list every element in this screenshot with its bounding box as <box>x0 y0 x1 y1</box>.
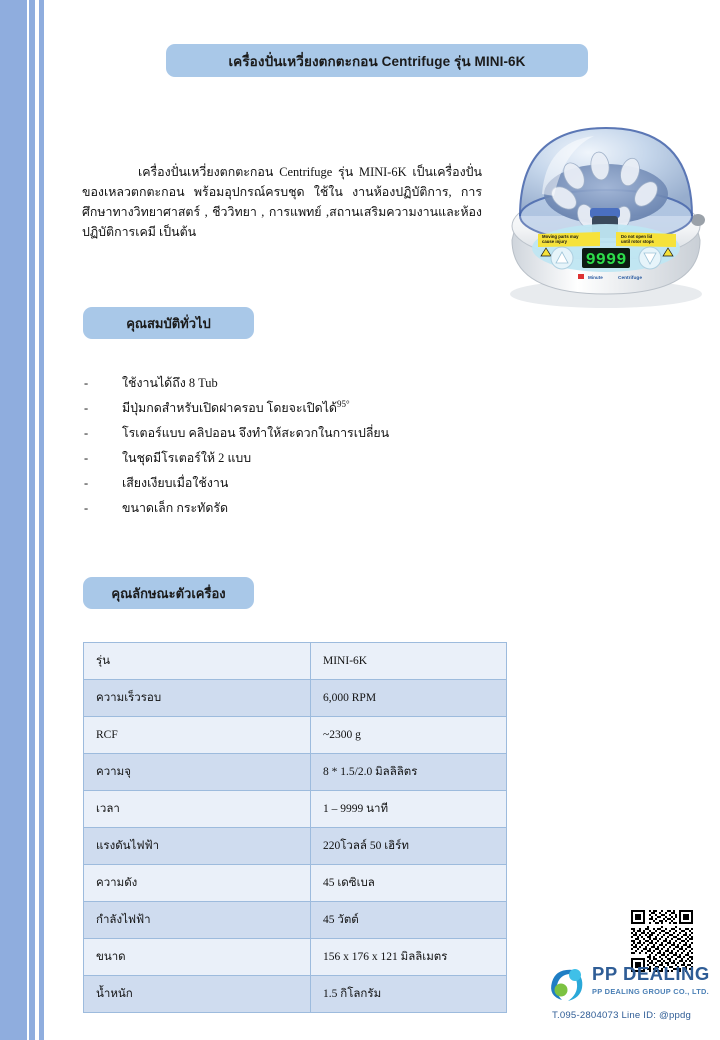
spec-key: น้ำหนัก <box>84 976 311 1013</box>
spec-value: MINI-6K <box>311 643 507 680</box>
spec-key: เวลา <box>84 791 311 828</box>
warning-left-line1: Moving parts may <box>542 234 579 239</box>
panel-label-centrifuge: Centrifuge <box>618 276 642 281</box>
table-row <box>84 828 507 865</box>
list-item <box>84 474 504 499</box>
list-item <box>84 399 504 424</box>
list-item <box>84 424 504 449</box>
list-item-label: เสียงเงียบเมื่อใช้งาน <box>122 476 229 490</box>
spec-value: ~2300 g <box>311 717 507 754</box>
list-item-label <box>122 399 504 418</box>
list-item-text: มีปุ่มกดสำหรับเปิดฝาครอบ โดยจะเปิดได้ <box>122 401 337 416</box>
company-legal-name: PP DEALING GROUP CO., LTD. <box>592 986 710 996</box>
spec-key: แรงดันไฟฟ้า <box>84 828 311 865</box>
product-photo-centrifuge <box>490 98 720 316</box>
table-row <box>84 976 507 1013</box>
table-row <box>84 754 507 791</box>
company-name: PP DEALING <box>592 963 710 984</box>
spec-key: ความดัง <box>84 865 311 902</box>
table-row <box>84 791 507 828</box>
bullet-marker: - <box>84 376 89 390</box>
warning-right-line2: until rotor stops <box>621 239 654 244</box>
general-features-list <box>84 374 504 524</box>
bullet-marker: - <box>84 451 89 465</box>
table-row <box>84 717 507 754</box>
spec-value: 45 เดซิเบล <box>311 865 507 902</box>
logo-mark-icon <box>544 962 588 1006</box>
bullet-marker: - <box>84 476 89 490</box>
bullet-marker: - <box>84 401 89 416</box>
logo-text-block <box>592 965 720 996</box>
list-item-label: ในชุดมีโรเตอร์ให้ 2 แบบ <box>122 451 252 465</box>
led-display-value: 9999 <box>585 251 627 270</box>
spec-value: 1.5 กิโลกรัม <box>311 976 507 1013</box>
spec-value: 8 * 1.5/2.0 มิลลิลิตร <box>311 754 507 791</box>
spec-value: 6,000 RPM <box>311 680 507 717</box>
warning-left-line2: cause injury <box>542 239 568 244</box>
spec-key: ความจุ <box>84 754 311 791</box>
table-row <box>84 865 507 902</box>
left-border-band-medium <box>29 0 35 1040</box>
spec-value: 45 วัตต์ <box>311 902 507 939</box>
spec-key: ความเร็วรอบ <box>84 680 311 717</box>
document-page <box>44 0 720 1040</box>
spec-value: 1 – 9999 นาที <box>311 791 507 828</box>
contact-info: T.095-2804073 Line ID: @ppdg <box>552 1010 692 1021</box>
table-row <box>84 680 507 717</box>
left-border-band-wide <box>0 0 27 1040</box>
list-item <box>84 374 504 399</box>
spec-key: RCF <box>84 717 311 754</box>
intro-text: เครื่องปั่นเหวี่ยงตกตะกอน Centrifuge รุ่น MINI-6K เป็นเครื่องปั่นของเหลวตกตะกอน พร้อมอุปกรณ์ครบชุด ใช้ใน งานห้องปฏิบัติการ, การศึกษาทางวิทยาศาสตร์ , ชีววิทยา , การแพทย์ ,สถานเสริมความงานและห้องปฏิบัติการเคมี เป็นต้น <box>82 165 482 240</box>
table-row <box>84 902 507 939</box>
list-item <box>84 499 504 524</box>
panel-label-minute: Minute <box>588 275 603 280</box>
list-item-label: โรเตอร์แบบ คลิปออน จึงทำให้สะดวกในการเปลี่ยน <box>122 426 390 440</box>
spec-key: รุ่น <box>84 643 311 680</box>
bullet-marker: - <box>84 501 89 515</box>
list-item-suffix: 95° <box>336 399 350 409</box>
section-header-specifications: คุณลักษณะตัวเครื่อง <box>83 577 254 609</box>
list-item-label: ใช้งานได้ถึง 8 Tub <box>122 376 218 390</box>
section-header-general-features: คุณสมบัติทั่วไป <box>83 307 254 339</box>
spec-key: กำลังไฟฟ้า <box>84 902 311 939</box>
spec-key: ขนาด <box>84 939 311 976</box>
company-logo <box>544 962 720 1008</box>
spec-value: 220โวลล์ 50 เฮิร์ท <box>311 828 507 865</box>
bullet-marker: - <box>84 426 89 440</box>
table-row <box>84 939 507 976</box>
list-item-label: ขนาดเล็ก กระทัดรัด <box>122 501 229 515</box>
page-title: เครื่องปั่นเหวี่ยงตกตะกอน Centrifuge รุ่น MINI-6K <box>166 44 588 77</box>
table-row <box>84 643 507 680</box>
specifications-table <box>83 642 507 1013</box>
list-item <box>84 449 504 474</box>
warning-right-line1: Do not open lid <box>621 234 653 239</box>
spec-value: 156 x 176 x 121 มิลลิเมตร <box>311 939 507 976</box>
intro-paragraph <box>82 162 482 242</box>
